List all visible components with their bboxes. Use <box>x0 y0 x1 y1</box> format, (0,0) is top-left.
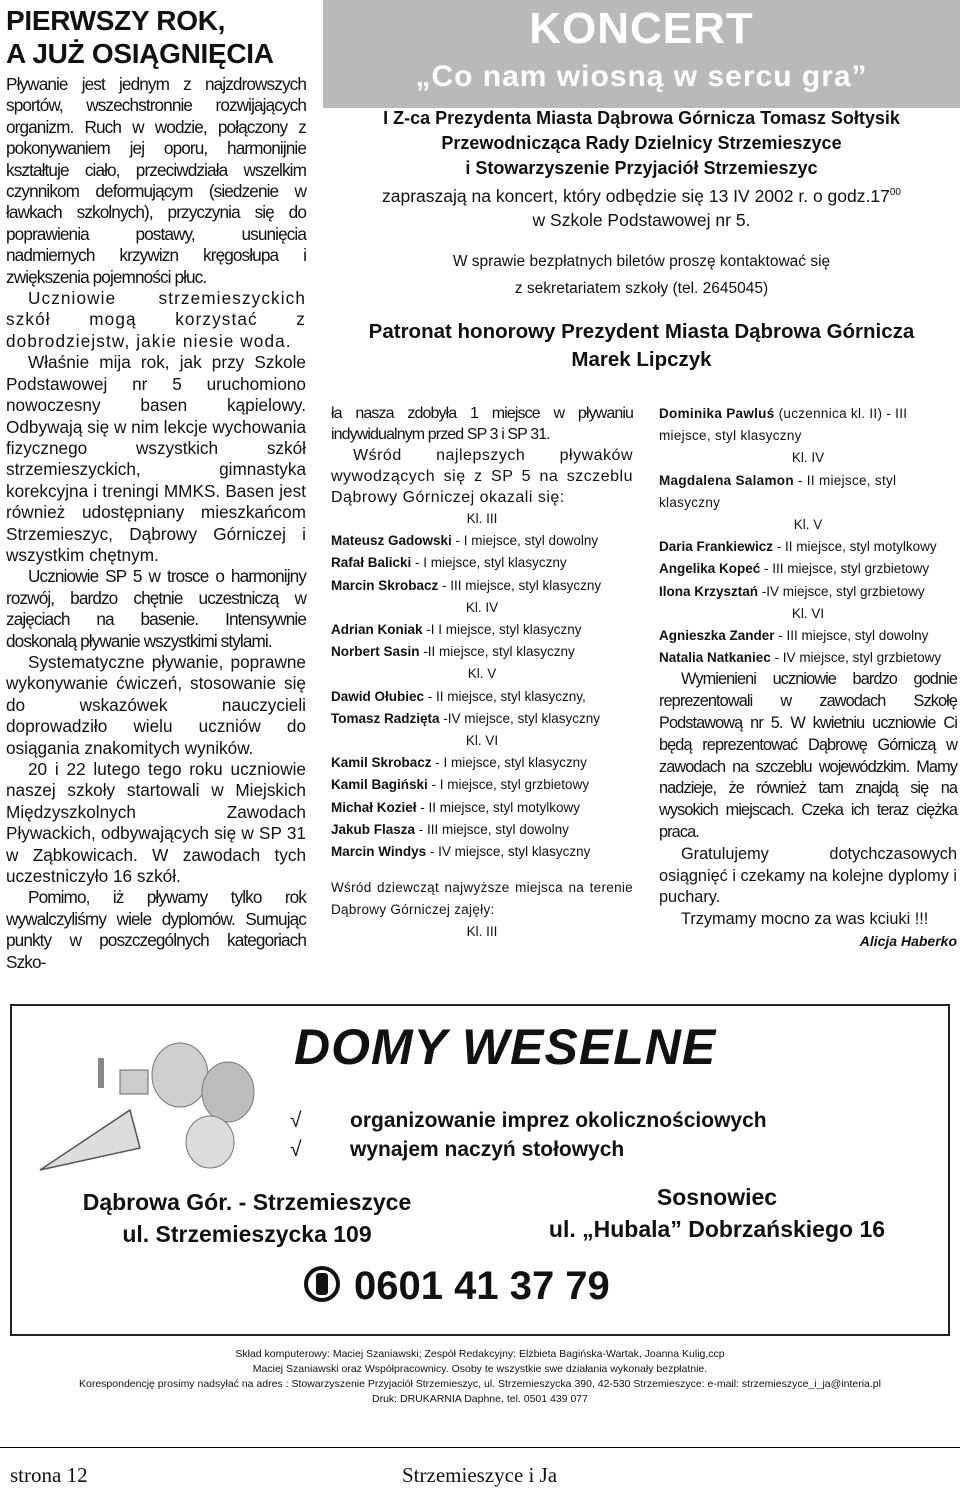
result-row <box>659 536 957 558</box>
article-paragraph: Uczniowie SP 5 w trosce o harmonijny rozwój, bardzo chętnie uczestniczą w zajęciach na basenie. Intensywnie doskonalą pływanie wszystkimi stylami. <box>6 566 306 651</box>
swimmer-result: - III miejsce, styl klasyczny <box>438 577 602 593</box>
result-row <box>331 752 633 774</box>
girls-intro: Wśród dziewcząt najwyższe miejsca na terenie Dąbrowy Górniczej zajęły: <box>331 880 633 918</box>
swimmer-result: - I miejsce, styl dowolny <box>451 533 599 549</box>
swimmer-name: Norbert Sasin <box>331 644 420 660</box>
ad-location-2: Sosnowiec ul. „Hubala” Dobrzańskiego 16 <box>548 1184 886 1242</box>
class-label: Kl. III <box>466 924 498 940</box>
article-paragraph: Wśród najlepszych pływaków wywodzących się z SP 5 na szczeblu Dąbrowy Górniczej okazali się: <box>331 447 633 506</box>
article-paragraph: Właśnie mija rok, jak przy Szkole Podstawowej nr 5 uruchomiono nowoczesny basen kąpielowy. Odbywają się w nim lekcje wychowania fizycznego wszystkich szkół strzemieszyckich, gimnastyka korekcyjna i treningi MMKS. Basen jest również udostępniany mieszkańcom Strzemieszyc, Dąbrowy Górniczej i wszystkim chętnym. <box>6 352 306 565</box>
swimmer-name: Michał Kozieł <box>331 799 417 815</box>
concert-tickets-1: W sprawie bezpłatnych biletów proszę kontaktować się <box>452 252 831 270</box>
article-paragraph: Gratulujemy dotychczasowych osiągnięć i czekamy na kolejne dyplomy i puchary. <box>659 844 957 907</box>
result-row <box>659 647 957 669</box>
swimmer-name: Angelika Kopeć <box>659 561 761 577</box>
result-row <box>659 470 957 514</box>
article-paragraph: Uczniowie strzemieszyckich szkół mogą korzystać z dobrodziejstw, jakie niesie woda. <box>6 288 306 351</box>
class-label: Kl. VI <box>465 733 499 749</box>
concert-heading: KONCERT <box>529 4 754 53</box>
swimmer-name: Natalia Natkaniec <box>659 650 771 666</box>
editorial-credits: Skład komputerowy: Maciej Szaniawski; Zespół Redakcyjny: Elżbieta Bagińska-Wartak, Joanna Kulig,ccp Maciej Szaniawski oraz Współpracownicy. Osoby te wszystkie swe działania wykonały bezpłatnie. Korespondencję prosimy nadsyłać na adres : Stowarzyszenie Przyjaciół Strzemieszyc, ul. Strzemieszycka 390, 42-530 Strzemieszyce: e-mail: strzemieszyce_i_ja@interia.pl Druk: DRUKARNIA Daphne, tel. 0501 439 077 <box>79 1348 881 1405</box>
result-row <box>331 552 633 574</box>
concert-venue: w Szkole Podstawowej nr 5. <box>532 209 751 230</box>
advertisement-box <box>10 1004 950 1336</box>
result-row <box>331 708 633 730</box>
swimmer-result: -IV miejsce, styl grzbietowy <box>758 583 925 599</box>
swimmer-result: - IV miejsce, styl grzbietowy <box>770 650 942 666</box>
swimmer-name: Kamil Bagiński <box>331 777 428 793</box>
checkmark-icon: √ <box>290 1109 302 1132</box>
ad-title: DOMY WESELNE <box>294 1019 717 1075</box>
ad-phone: 0601 41 37 79 <box>304 1264 610 1309</box>
swimmer-name: Dominika Pawluś <box>659 406 775 421</box>
concert-invitation <box>323 106 960 374</box>
candle-icon <box>98 1058 104 1088</box>
swimmer-result: - III miejsce, styl dowolny <box>415 821 569 837</box>
swimmer-result: -IV miejsce, styl klasyczny <box>439 710 601 726</box>
class-label: Kl. VI <box>791 605 825 621</box>
publication-name: Strzemieszyce i Ja <box>402 1463 558 1487</box>
concert-host-2: Przewodnicząca Rady Dzielnicy Strzemieszyce <box>441 133 842 153</box>
swimmer-name: Rafał Balicki <box>331 555 412 571</box>
article-paragraph: 20 i 22 lutego tego roku uczniowie naszej szkoły startowali w Miejskich Międzyszkolnych Zawodach Pływackich, odbywających się w SP 31 w Ząbkowicach. W zawodach tych uczestniczyło 16 szkół. <box>6 759 306 887</box>
concert-tickets-2: z sekretariatem szkoły (tel. 2645045) <box>514 279 769 297</box>
ad-location-1: Dąbrowa Gór. - Strzemieszyce ul. Strzemieszycka 109 <box>82 1189 412 1247</box>
swimmer-name: Marcin Windys <box>331 844 427 860</box>
swimmer-result: -I I miejsce, styl klasyczny <box>422 622 582 638</box>
swimmer-name: Marcin Skrobacz <box>331 577 439 593</box>
swimmer-result: - II miejsce, styl klasyczny, <box>424 688 586 704</box>
boys-results-list <box>331 508 633 863</box>
swimmer-result: - III miejsce, styl grzbietowy <box>760 561 930 577</box>
article-paragraph: Trzymamy mocno za was kciuki !!! <box>681 910 929 929</box>
checkmark-icon: √ <box>290 1138 302 1161</box>
result-row <box>659 558 957 580</box>
article-paragraph: Pływanie jest jednym z najzdrowszych sportów, wszechstronnie rozwijających organizm. Ruch w wodzie, połączony z pokonywaniem jej oporu, harmonijnie kształtuje ciało, przeciwdziała wszelkim czynnikom deformującym (siedzenie w ławkach szkolnych), przyczynia się do poprawienia postawy, usunięcia nadmiernych krzywizn kręgosłupa i zwiększenia pojemności płuc. <box>6 74 306 287</box>
result-row <box>331 641 633 663</box>
balloon-icon <box>202 1062 254 1122</box>
article-title-line1: PIERWSZY ROK, <box>6 5 226 36</box>
article-right-column <box>659 403 957 949</box>
swimmer-name: Magdalena Salamon <box>659 472 794 488</box>
author-signature: Alicja Haberko <box>859 933 957 949</box>
result-row <box>331 841 633 863</box>
swimmer-result: - I miejsce, styl grzbietowy <box>427 777 590 793</box>
swimmer-name: Agnieszka Zander <box>659 628 775 644</box>
swimmer-result: -II miejsce, styl klasyczny <box>419 644 575 660</box>
ad-service-1: √ organizowanie imprez okolicznościowych <box>290 1109 767 1132</box>
article-paragraph: ła nasza zdobyła 1 miejsce w pływaniu indywidualnym przed SP 3 i SP 31. <box>331 405 633 443</box>
swimmer-name: Ilona Krzysztań <box>659 583 759 599</box>
swimmer-result: (uczennica kl. II) - III miejsce, styl klasyczny <box>659 406 908 444</box>
class-label: Kl. IV <box>791 450 825 466</box>
swimmer-name: Daria Frankiewicz <box>659 539 774 555</box>
result-row <box>331 819 633 841</box>
result-row <box>331 686 633 708</box>
balloon-icon <box>186 1116 234 1168</box>
page-number: strona 12 <box>10 1463 88 1487</box>
swimmer-result: - II miejsce, styl klasyczny <box>659 472 897 510</box>
phone-icon <box>304 1266 340 1302</box>
class-label: Kl. IV <box>465 599 499 615</box>
swimmer-name: Mateusz Gadowski <box>331 533 452 549</box>
gift-icon <box>120 1070 148 1094</box>
swimmer-result: - I miejsce, styl klasyczny <box>431 755 587 771</box>
class-label: Kl. V <box>467 666 497 682</box>
article-title-line2: A JUŻ OSIĄGNIĘCIA <box>6 38 274 69</box>
swimmer-name: Kamil Skrobacz <box>331 755 432 771</box>
article-middle-column <box>331 403 633 943</box>
footer-divider <box>0 1447 960 1448</box>
concert-host-3: i Stowarzyszenie Przyjaciół Strzemieszyc <box>465 158 818 178</box>
concert-patron-2: Marek Lipczyk <box>571 347 712 371</box>
concert-host-1: I Z-ca Prezydenta Miasta Dąbrowa Górnicza Tomasz Sołtysik <box>383 108 900 128</box>
class-label: Kl. III <box>466 511 498 526</box>
concert-patron-1: Patronat honorowy Prezydent Miasta Dąbrowa Górnicza <box>368 319 915 343</box>
concert-banner <box>323 0 960 108</box>
class-label: Kl. V <box>793 517 823 533</box>
swimmer-result: - I miejsce, styl klasyczny <box>411 555 567 571</box>
result-row <box>659 403 957 447</box>
result-row <box>331 619 633 641</box>
swimmer-name: Dawid Ołubiec <box>331 688 425 704</box>
result-row <box>331 774 633 796</box>
article-paragraph: Wymienieni uczniowie bardzo godnie reprezentowali w zawodach Szkołę Podstawową nr 5. W kwietniu uczniowie Ci będą reprezentować Dąbrowę Górniczą w zawodach na szczeblu wojewódzkim. Mamy nadzieje, że również tam znajdą się na wysokich miejscach. Czeka ich teraz ciężka praca. <box>659 670 957 842</box>
swimmer-result: - IV miejsce, styl klasyczny <box>426 844 591 860</box>
swimmer-result: - II miejsce, styl motylkowy <box>416 799 581 815</box>
swimmer-name: Adrian Koniak <box>331 622 423 638</box>
balloon-icon <box>152 1043 208 1107</box>
result-row <box>331 797 633 819</box>
swimmer-result: - III miejsce, styl dowolny <box>774 628 929 644</box>
result-row <box>331 530 633 552</box>
article-column <box>6 4 306 973</box>
result-row <box>659 625 957 647</box>
concert-hour-minutes: 00 <box>889 187 901 198</box>
concert-date: zapraszają na koncert, który odbędzie się 13 IV 2002 r. o $godz.17^{00}$ <box>382 185 901 206</box>
cake-slice-icon <box>40 1110 140 1170</box>
result-row <box>659 581 957 603</box>
concert-subtitle: „Co nam wiosną w sercu gra” <box>415 60 868 93</box>
girls-results-list <box>659 403 957 669</box>
celebration-illustration <box>20 1030 270 1180</box>
swimmer-name: Jakub Flasza <box>331 821 416 837</box>
article-paragraph: Systematyczne pływanie, poprawne wykonywanie ćwiczeń, stosowanie się do wskazówek nauczycieli doprowadziło wielu uczniów do osiągania znakomitych wyników. <box>6 651 306 758</box>
ad-service-2: √ wynajem naczyń stołowych <box>290 1138 625 1161</box>
swimmer-name: Tomasz Radzięta <box>331 710 440 726</box>
result-row <box>331 575 633 597</box>
article-paragraph: Pomimo, iż pływamy tylko rok wywalczyliśmy wiele dyplomów. Sumując punkty w poszczególnych kategoriach Szko- <box>6 887 306 972</box>
swimmer-result: - II miejsce, styl motylkowy <box>773 539 937 555</box>
